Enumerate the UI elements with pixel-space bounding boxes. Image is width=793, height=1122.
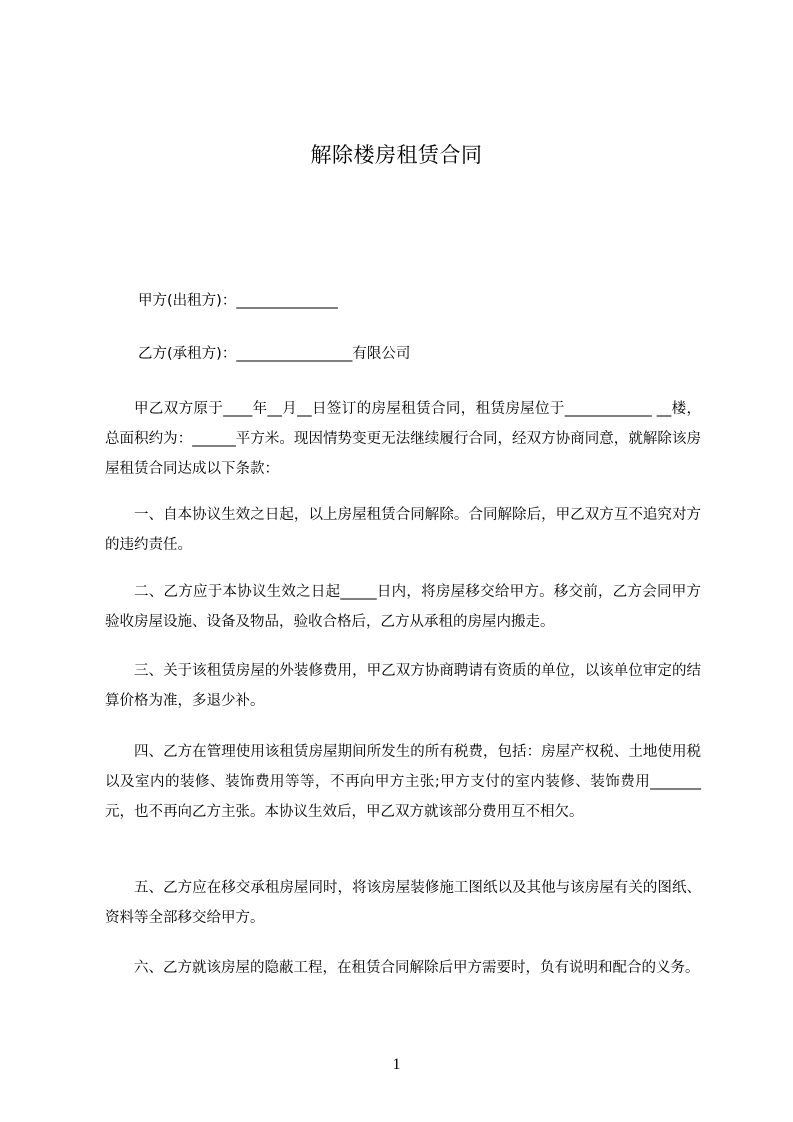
clause-4-paragraph: 四、乙方在管理使用该租赁房屋期间所发生的所有税费，包括：房屋产权税、土地使用税以及室内的装修、装饰费用等等，不再向甲方主张;甲方支付的室内装修、装饰费用_______元，也不再向乙方主张。本协议生效后，甲乙双方就该部分费用互不相欠。	[105, 744, 701, 820]
party-b-line: 乙方(承租方)：________________有限公司	[138, 346, 411, 362]
intro-paragraph: 甲乙双方原于____年__月__日签订的房屋租赁合同，租赁房屋位于____________ __楼，总面积约为：______平方米。现因情势变更无法继续履行合同，经双方协商同意，就解除该房屋租赁合同达成以下条款：	[105, 401, 701, 477]
clause-2-paragraph: 二、乙方应于本协议生效之日起_____日内，将房屋移交给甲方。移交前，乙方会同甲方验收房屋设施、设备及物品，验收合格后，乙方从承租的房屋内搬走。	[105, 584, 701, 630]
clause-3-paragraph: 三、关于该租赁房屋的外装修费用，甲乙双方协商聘请有资质的单位，以该单位审定的结算价格为准，多退少补。	[105, 663, 701, 709]
page-number: 1	[392, 1056, 401, 1073]
clause-6-paragraph: 六、乙方就该房屋的隐蔽工程，在租赁合同解除后甲方需要时，负有说明和配合的义务。	[134, 960, 700, 976]
clause-1-paragraph: 一、自本协议生效之日起，以上房屋租赁合同解除。合同解除后，甲乙双方互不追究对方的违约责任。	[105, 507, 701, 553]
party-a-line: 甲方(出租方)：______________	[138, 293, 338, 309]
document-title: 解除楼房租赁合同	[310, 143, 483, 167]
clause-5-paragraph: 五、乙方应在移交承租房屋同时，将该房屋装修施工图纸以及其他与该房屋有关的图纸、资料等全部移交给甲方。	[105, 880, 701, 926]
